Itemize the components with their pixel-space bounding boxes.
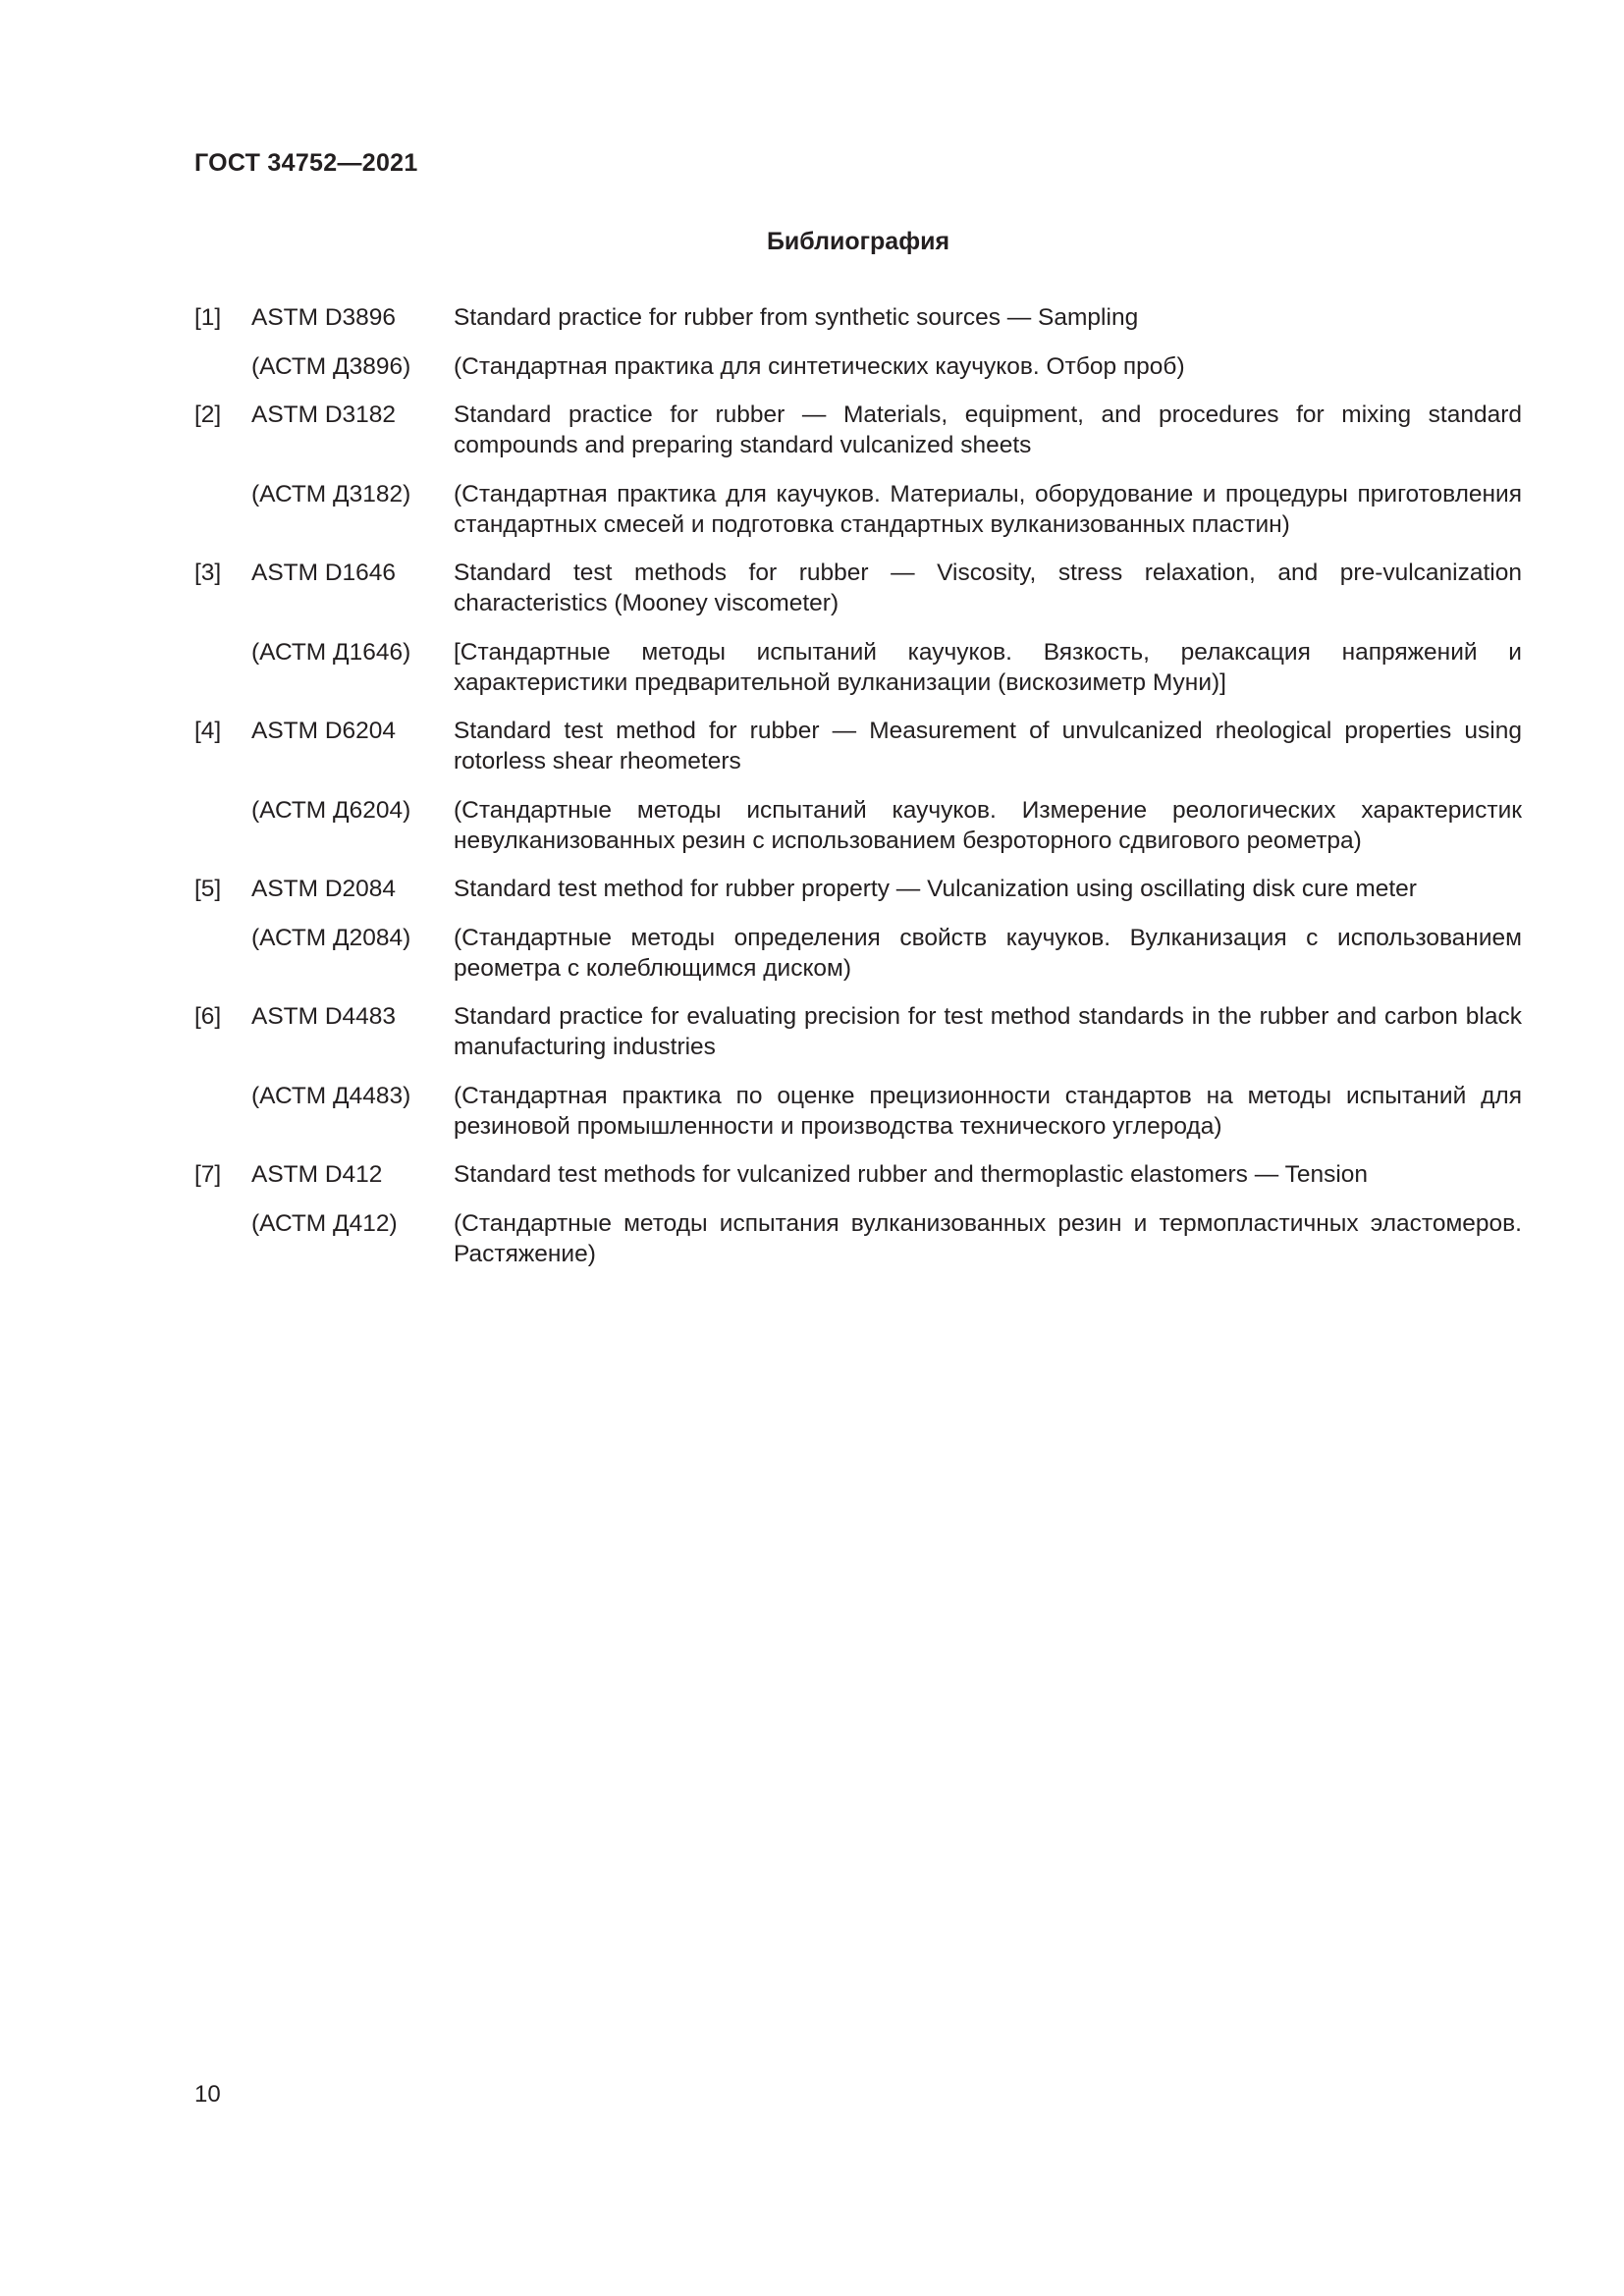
entry-title-ru: (Стандартные методы испытаний каучуков. Измерение реологических характеристик невулканизованных резин с использованием безроторного сдвигового реометра) [454, 797, 1522, 854]
bibliography-entry-translation [194, 1081, 1522, 1142]
bibliography-entry [194, 716, 1522, 776]
entry-code: ASTM D3896 [251, 304, 397, 331]
page-number: 10 [194, 2081, 221, 2108]
entry-code: ASTM D4483 [251, 1003, 397, 1030]
entry-number: [5] [194, 876, 222, 902]
entry-number: [2] [194, 401, 222, 428]
entry-number: [7] [194, 1161, 222, 1188]
bibliography-entry [194, 874, 1522, 904]
entry-code-ru: (АСТМ Д412) [251, 1210, 398, 1237]
entry-title-ru: (Стандартная практика для синтетических каучуков. Отбор проб) [454, 353, 1185, 380]
bibliography-entry-translation [194, 923, 1522, 984]
entry-code: ASTM D412 [251, 1161, 383, 1188]
entry-title: Standard test method for rubber property — Vulcanization using oscillating disk cure meter [454, 876, 1417, 902]
entry-number: [6] [194, 1003, 222, 1030]
entry-title-ru: (Стандартная практика для каучуков. Материалы, оборудование и процедуры приготовления стандартных смесей и подготовка стандартных вулканизованных пластин) [454, 481, 1522, 538]
bibliography-entry [194, 302, 1522, 333]
entry-code-ru: (АСТМ Д6204) [251, 797, 411, 824]
entry-title-ru: [Стандартные методы испытаний каучуков. Вязкость, релаксация напряжений и характеристики предварительной вулканизации (вискозиметр Муни)] [454, 639, 1522, 696]
entry-code: ASTM D3182 [251, 401, 397, 428]
entry-code: ASTM D6204 [251, 718, 397, 744]
bibliography-entry [194, 1159, 1522, 1190]
entry-title-ru: (Стандартные методы испытания вулканизованных резин и термопластичных эластомеров. Растяжение) [454, 1210, 1522, 1267]
entry-title: Standard practice for rubber from synthetic sources — Sampling [454, 304, 1139, 331]
bibliography-entry-translation [194, 1208, 1522, 1269]
entry-code-ru: (АСТМ Д4483) [251, 1083, 411, 1109]
bibliography-entry-translation [194, 637, 1522, 698]
bibliography-entry-translation [194, 479, 1522, 540]
bibliography-entry-translation [194, 795, 1522, 856]
bibliography-entry [194, 1001, 1522, 1062]
entry-code: ASTM D2084 [251, 876, 397, 902]
entry-number: [1] [194, 304, 222, 331]
entry-number: [3] [194, 560, 222, 586]
bibliography-entry-translation [194, 351, 1522, 382]
entry-code-ru: (АСТМ Д3182) [251, 481, 411, 507]
entry-title: Standard test methods for vulcanized rubber and thermoplastic elastomers — Tension [454, 1161, 1369, 1188]
entry-title: Standard practice for rubber — Materials, equipment, and procedures for mixing standard compounds and preparing standard vulcanized sheets [454, 401, 1522, 458]
entry-code-ru: (АСТМ Д1646) [251, 639, 411, 666]
entry-code-ru: (АСТМ Д3896) [251, 353, 411, 380]
entry-title-ru: (Стандартная практика по оценке прецизионности стандартов на методы испытаний для резиновой промышленности и производства технического углерода) [454, 1083, 1522, 1140]
entry-title: Standard test method for rubber — Measurement of unvulcanized rheological properties using rotorless shear rheometers [454, 718, 1522, 774]
entry-code: ASTM D1646 [251, 560, 397, 586]
entry-code-ru: (АСТМ Д2084) [251, 925, 411, 951]
bibliography-entry [194, 558, 1522, 618]
bibliography-list [194, 302, 1522, 1269]
entry-number: [4] [194, 718, 222, 744]
document-number-header: ГОСТ 34752—2021 [194, 149, 418, 177]
entry-title: Standard practice for evaluating precision for test method standards in the rubber and carbon black manufacturing industries [454, 1003, 1522, 1060]
entry-title-ru: (Стандартные методы определения свойств каучуков. Вулканизация с использованием реометра с колеблющимся диском) [454, 925, 1522, 982]
page-title: Библиография [766, 228, 950, 255]
entry-title: Standard test methods for rubber — Viscosity, stress relaxation, and pre-vulcanization characteristics (Mooney viscometer) [454, 560, 1522, 616]
bibliography-entry [194, 400, 1522, 460]
